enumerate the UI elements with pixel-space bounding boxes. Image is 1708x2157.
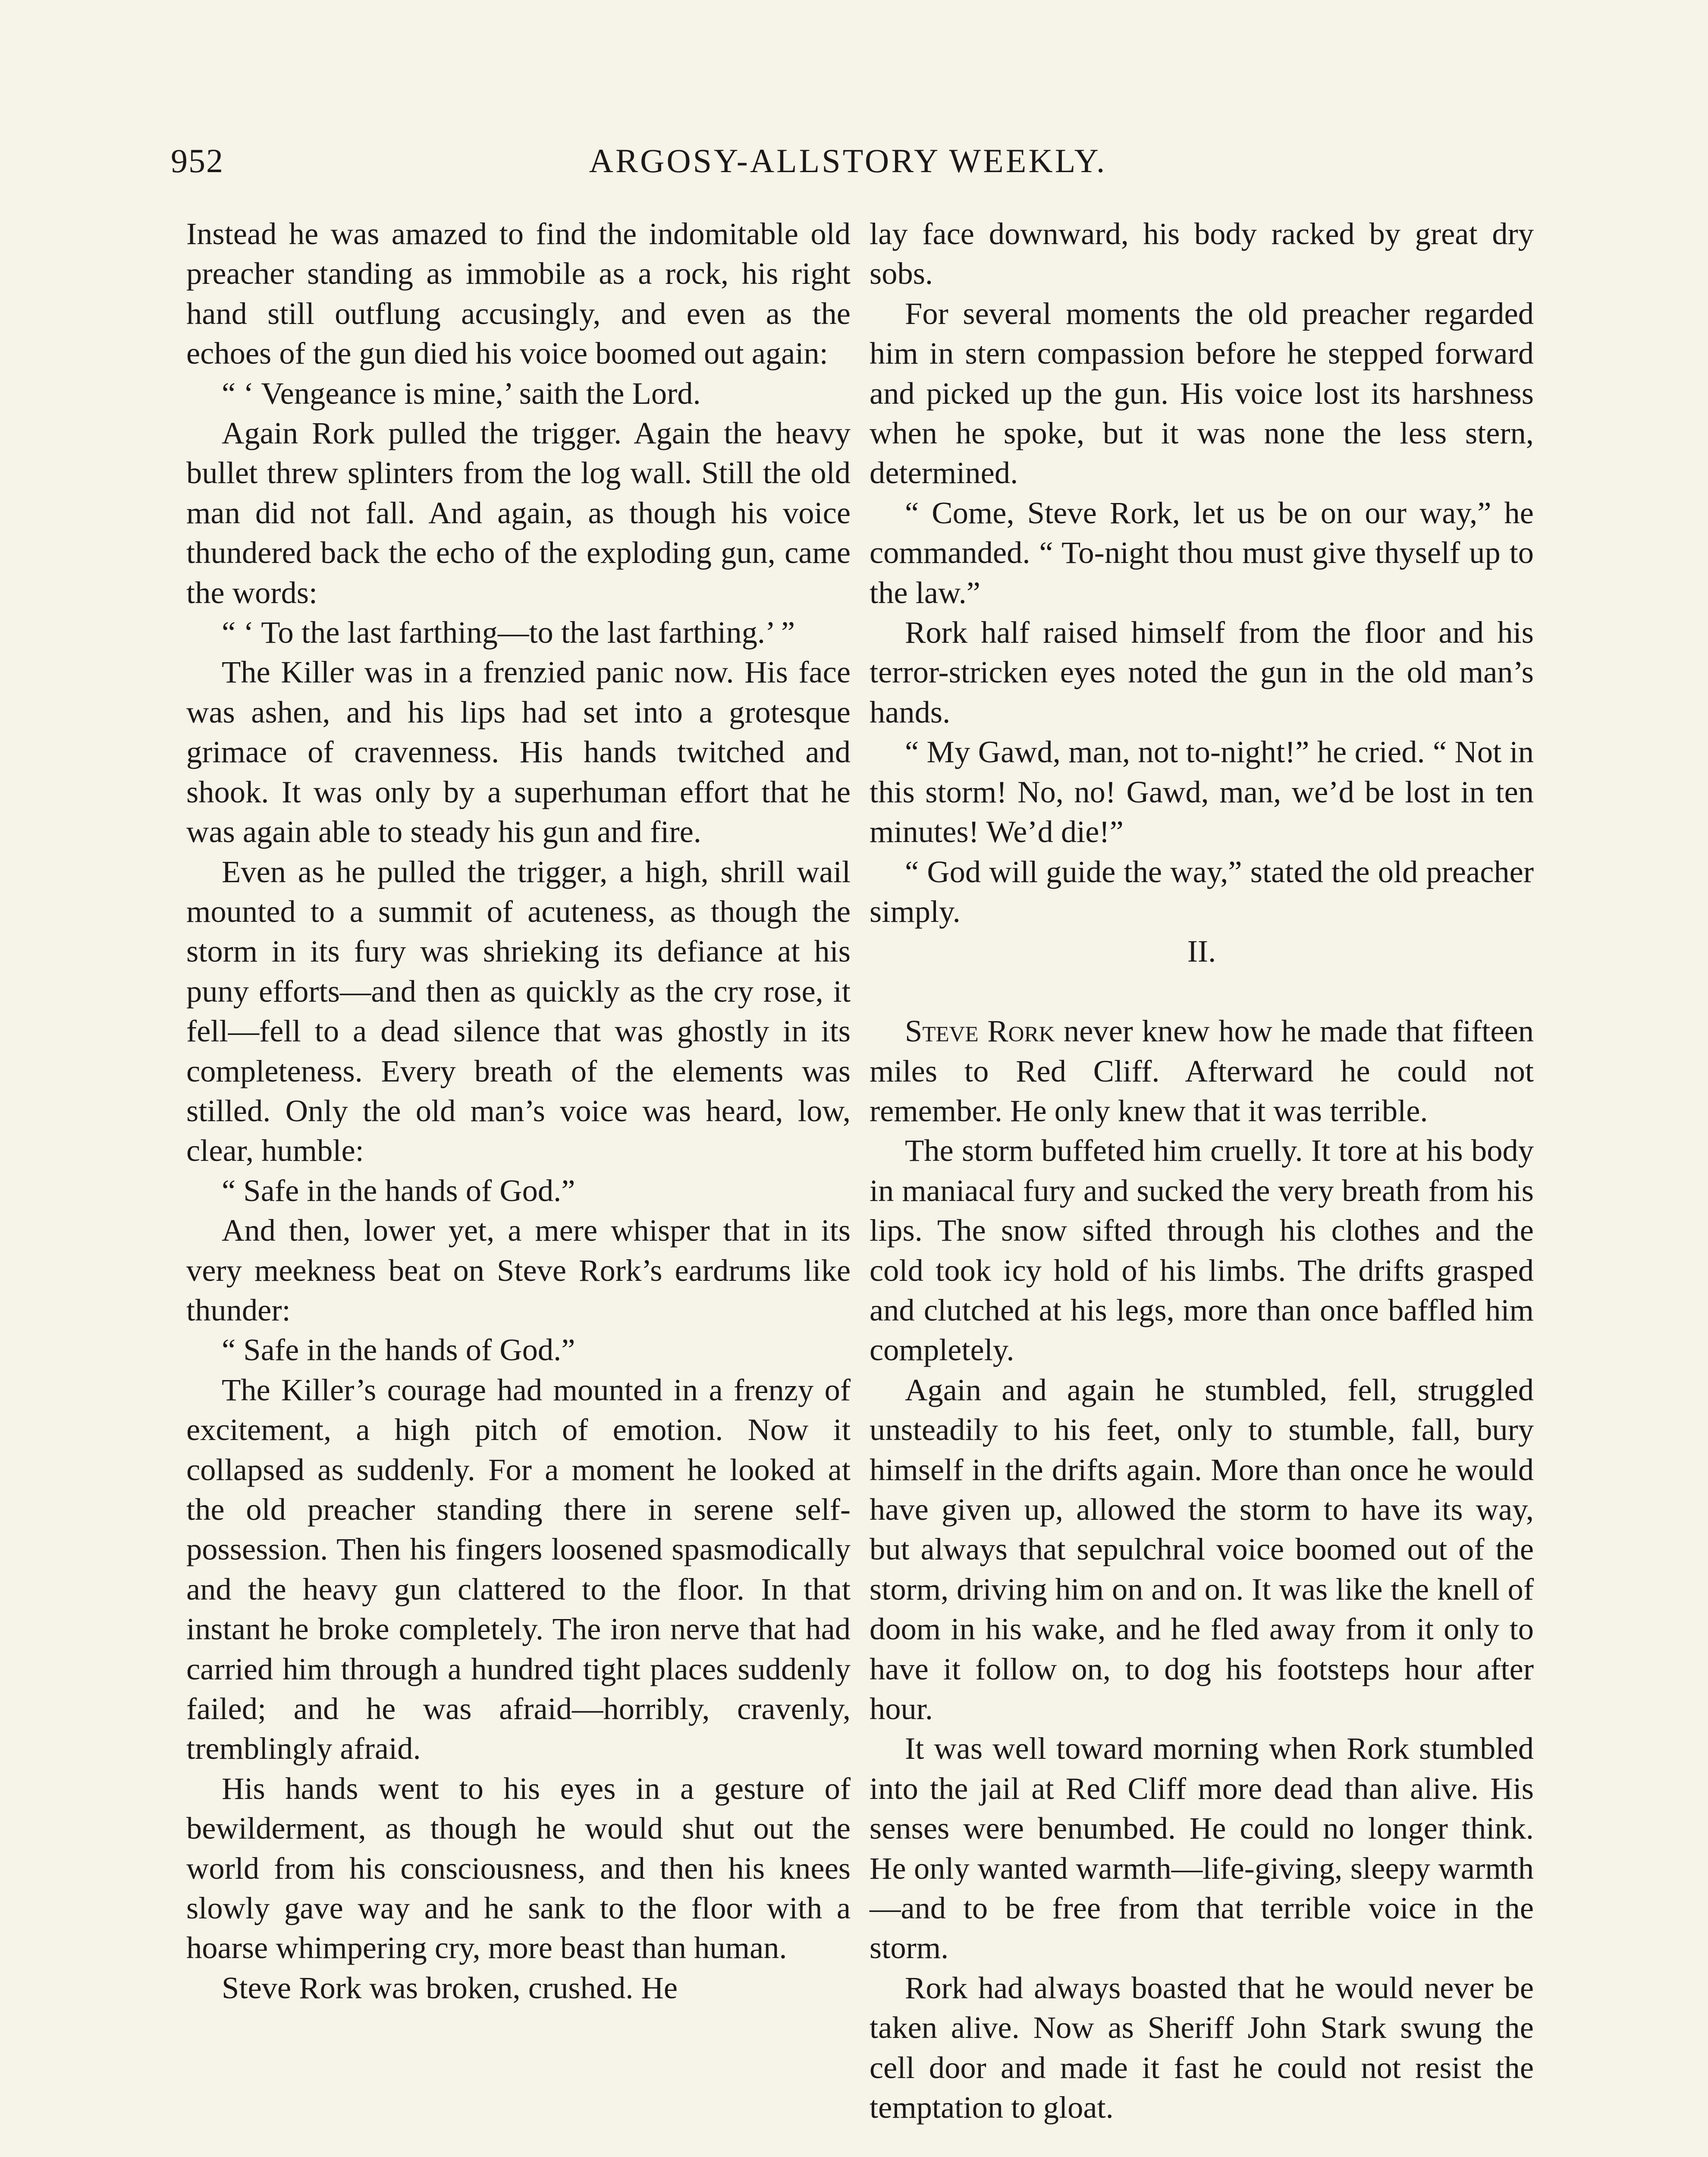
paragraph: “ ‘ Vengeance is mine,’ saith the Lord. <box>222 375 701 411</box>
section-lead-words: Steve Rork <box>905 1013 1055 1049</box>
paragraph: Rork half raised himself from the floor and his terror-stricken eyes noted the gun in the old man’s hands. <box>870 615 1534 729</box>
paragraph: “ My Gawd, man, not to-night!” he cried. “ Not in this storm! No, no! Gawd, man, we’d be lost in ten minutes! We’d die!” <box>870 734 1534 849</box>
paragraph: “ ‘ To the last farthing—to the last farthing.’ ” <box>222 615 795 650</box>
paragraph: Steve Rork was broken, crushed. He <box>222 1970 678 2005</box>
paragraph: “ God will guide the way,” stated the old preacher simply. <box>870 854 1534 929</box>
paragraph: lay face downward, his body racked by great dry sobs. <box>870 216 1534 291</box>
paragraph <box>870 1011 1534 1131</box>
section-heading: II. <box>1187 934 1216 969</box>
left-column <box>186 214 851 2008</box>
paragraph: His hands went to his eyes in a gesture of bewilderment, as though he would shut out the world from his consciousness, and then his knees slowly gave way and he sank to the floor with a hoarse whimpering cry, more beast than human. <box>186 1770 851 1965</box>
paragraph: Rork had always boasted that he would never be taken alive. Now as Sheriff John Stark swung the cell door and made it fast he could not resist the temptation to gloat. <box>870 1970 1534 2125</box>
paragraph: The Killer was in a frenzied panic now. His face was ashen, and his lips had set into a grotesque grimace of cravenness. His hands twitched and shook. It was only by a superhuman effort that he was again able to steady his gun and fire. <box>186 654 851 849</box>
paragraph: Again and again he stumbled, fell, struggled unsteadily to his feet, only to stumble, fall, bury himself in the drifts again. More than once he would have given up, allowed the storm to have its way, but always that sepulchral voice boomed out of the storm, driving him on and on. It was like the knell of doom in his wake, and he fled away from it only to have it follow on, to dog his footsteps hour after hour. <box>870 1372 1534 1726</box>
paragraph: The storm buffeted him cruelly. It tore at his body in maniacal fury and sucked the very breath from his lips. The snow sifted through his clothes and the cold took icy hold of his limbs. The drifts grasped and clutched at his legs, more than once baffled him completely. <box>870 1133 1534 1368</box>
running-title: ARGOSY-ALLSTORY WEEKLY. <box>589 142 1107 179</box>
paragraph-text: never knew how he made that fifteen miles to Red Cliff. Afterward he could not remember. He only knew that it was terrible. <box>870 1013 1534 1128</box>
paragraph: For several moments the old preacher regarded him in stern compassion before he stepped forward and picked up the gun. His voice lost its harshness when he spoke, but it was none the less stern, determined. <box>870 296 1534 491</box>
page-number: 952 <box>171 142 224 179</box>
paragraph: “ Safe in the hands of God.” <box>222 1332 575 1368</box>
paragraph: Again Rork pulled the trigger. Again the heavy bullet threw splinters from the log wall. Still the old man did not fall. And again, as though his voice thundered back the echo of the exploding gun, came the words: <box>186 415 851 610</box>
paragraph: “ Come, Steve Rork, let us be on our way,” he commanded. “ To-night thou must give thyself up to the law.” <box>870 495 1534 610</box>
paragraph: Instead he was amazed to find the indomitable old preacher standing as immobile as a rock, his right hand still outflung accusingly, and even as the echoes of the gun died his voice boomed out again: <box>186 216 851 371</box>
paragraph: It was well toward morning when Rork stumbled into the jail at Red Cliff more dead than alive. His senses were benumbed. He could no longer think. He only wanted warmth—life-giving, sleepy warmth—and to be free from that terrible voice in the storm. <box>870 1731 1534 1965</box>
paragraph: And then, lower yet, a mere whisper that in its very meekness beat on Steve Rork’s eardrums like thunder: <box>186 1213 851 1327</box>
right-column <box>870 214 1534 2127</box>
paragraph: Even as he pulled the trigger, a high, shrill wail mounted to a summit of acuteness, as though the storm in its fury was shrieking its defiance at his puny efforts—and then as quickly as the cry rose, it fell—fell to a dead silence that was ghostly in its completeness. Every breath of the elements was stilled. Only the old man’s voice was heard, low, clear, humble: <box>186 854 851 1168</box>
paragraph: “ Safe in the hands of God.” <box>222 1173 575 1208</box>
page-header <box>171 137 1525 185</box>
paragraph: The Killer’s courage had mounted in a frenzy of excitement, a high pitch of emotion. Now it collapsed as suddenly. For a moment he looked at the old preacher standing there in serene self-possession. Then his fingers loosened spasmodically and the heavy gun clattered to the floor. In that instant he broke completely. The iron nerve that had carried him through a hundred tight places suddenly failed; and he was afraid—horribly, cravenly, tremblingly afraid. <box>186 1372 851 1766</box>
